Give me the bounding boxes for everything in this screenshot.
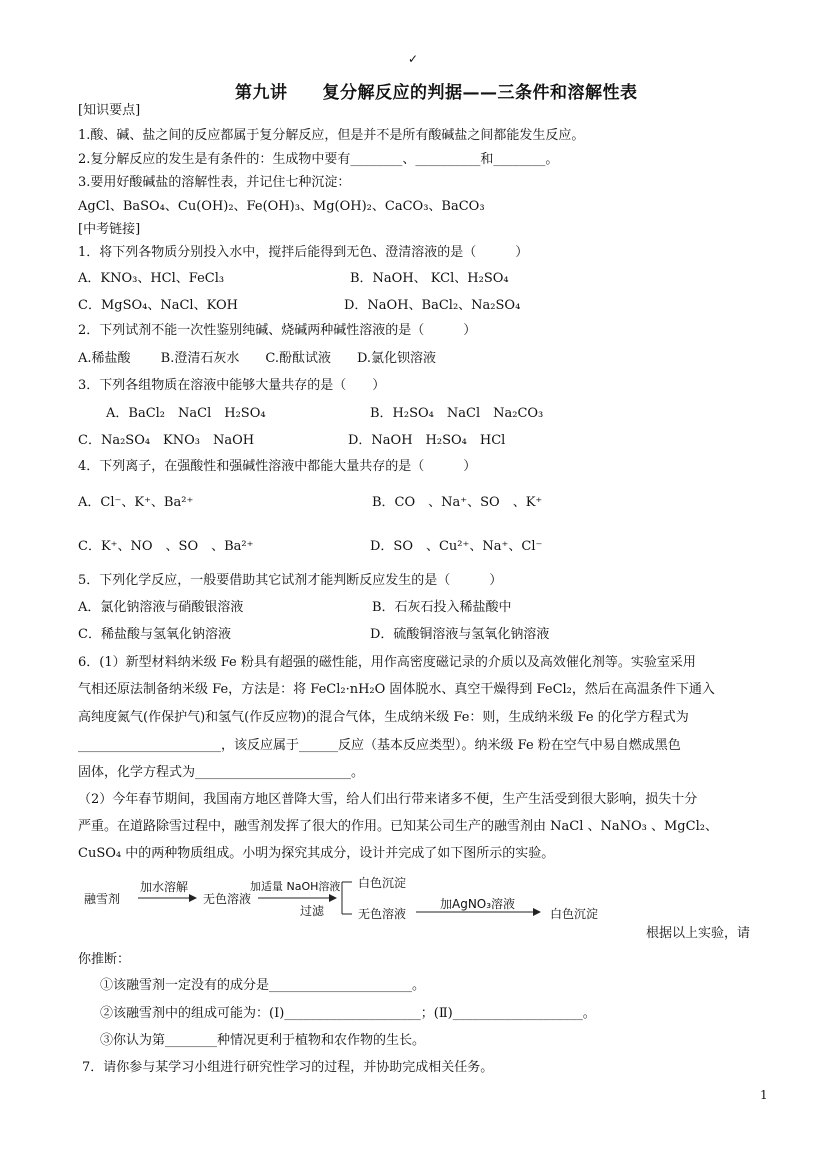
q3-option-d: D．NaOH H₂SO₄ HCl bbox=[348, 433, 506, 448]
flow-mid: 无色溶液 bbox=[203, 892, 252, 906]
check-mark: ✓ bbox=[408, 52, 419, 66]
flow-step-2b: 过滤 bbox=[300, 904, 325, 918]
page-number: 1 bbox=[760, 1088, 768, 1102]
q1-option-c: C．MgSO₄、NaCl、KOH bbox=[78, 298, 238, 313]
q6-sub-1: ①该融雪剂一定没有的成分是______________________。 bbox=[100, 978, 426, 993]
q1-option-a: A．KNO₃、HCl、FeCl₃ bbox=[78, 271, 225, 286]
q4-option-a: A．Cl⁻、K⁺、Ba²⁺ bbox=[78, 495, 194, 510]
q5-option-d: D．硫酸铜溶液与氢氧化钠溶液 bbox=[370, 627, 550, 642]
flow-branch-1: 白色沉淀 bbox=[358, 876, 407, 890]
q6-sub-2: ②该融雪剂中的组成可能为：(Ⅰ)_____________________；(Ⅱ)____________________。 bbox=[100, 1006, 596, 1021]
question-2: 2．下列试剂不能一次性鉴别纯碱、烧碱两种碱性溶液的是（ ） bbox=[78, 323, 477, 338]
section-exam: [中考链接] bbox=[78, 222, 141, 237]
question-6-line-10: 你推断： bbox=[78, 952, 131, 967]
q2-options: A.稀盐酸 B.澄清石灰水 C.酚酞试液 D.氯化钡溶液 bbox=[78, 351, 437, 366]
question-3: 3．下列各组物质在溶液中能够大量共存的是（ ） bbox=[78, 378, 386, 393]
q4-option-c: C．K⁺、NO 、SO 、Ba²⁺ bbox=[78, 539, 254, 554]
q3-option-c: C．Na₂SO₄ KNO₃ NaOH bbox=[78, 433, 255, 448]
q6-sub-3: ③你认为第________种情况更利于植物和农作物的生长。 bbox=[100, 1033, 426, 1048]
page-title: 第九讲 复分解反应的判据——三条件和溶解性表 bbox=[235, 83, 638, 103]
question-7: 7．请你参与某学习小组进行研究性学习的过程，并协助完成相关任务。 bbox=[82, 1060, 494, 1075]
flow-start: 融雪剂 bbox=[84, 892, 121, 906]
q4-option-b: B．CO 、Na⁺、SO 、K⁺ bbox=[372, 495, 543, 510]
flow-step-1: 加水溶解 bbox=[140, 880, 189, 894]
q5-option-c: C．稀盐酸与氢氧化钠溶液 bbox=[78, 627, 231, 642]
question-5: 5．下列化学反应，一般要借助其它试剂才能判断反应发生的是（ ） bbox=[78, 573, 503, 588]
question-6-line-8: CuSO₄ 中的两种物质组成。小明为探究其成分，设计并完成了如下图所示的实验。 bbox=[78, 846, 555, 861]
flow-step-2: 加适量 NaOH溶液 bbox=[250, 880, 341, 893]
q5-option-a: A．氯化钠溶液与硝酸银溶液 bbox=[78, 600, 244, 615]
question-6-line-1: 6．(1）新型材料纳米级 Fe 粉具有超强的磁性能，用作高密度磁记录的介质以及高效催化剂等。实验室采用 bbox=[78, 655, 696, 670]
question-6-line-3: 高纯度氮气(作保护气)和氢气(作反应物)的混合气体，生成纳米级 Fe：则，生成纳米级 Fe 的化学方程式为 bbox=[78, 710, 689, 725]
q1-option-d: D．NaOH、BaCl₂、Na₂SO₄ bbox=[344, 298, 521, 313]
question-6-line-5: 固体，化学方程式为________________________。 bbox=[78, 765, 365, 780]
q4-option-d: D．SO 、Cu²⁺、Na⁺、Cl⁻ bbox=[370, 539, 543, 554]
knowledge-4: AgCl、BaSO₄、Cu(OH)₂、Fe(OH)₃、Mg(OH)₂、CaCO₃、BaCO₃ bbox=[78, 199, 485, 214]
q3-option-b: B．H₂SO₄ NaCl Na₂CO₃ bbox=[370, 406, 544, 421]
flow-branch-2: 无色溶液 bbox=[358, 907, 407, 921]
section-knowledge: [知识要点] bbox=[78, 103, 141, 118]
q3-option-a: A．BaCl₂ NaCl H₂SO₄ bbox=[106, 406, 266, 421]
question-4: 4．下列离子，在强酸性和强碱性溶液中都能大量共存的是（ ） bbox=[78, 459, 477, 474]
question-1: 1．将下列各物质分别投入水中，搅拌后能得到无色、澄清溶液的是（ ） bbox=[78, 245, 529, 260]
question-6-line-4: ______________________，该反应属于______反应（基本反应类型）。纳米级 Fe 粉在空气中易自燃成黑色 bbox=[78, 738, 681, 753]
flow-end: 白色沉淀 bbox=[550, 907, 599, 921]
q1-option-b: B．NaOH、 KCl、H₂SO₄ bbox=[350, 271, 509, 286]
question-6-line-2: 气相还原法制备纳米级 Fe，方法是：将 FeCl₂·nH₂O 固体脱水、真空干燥得到 FeCl₂，然后在高温条件下通入 bbox=[78, 682, 715, 697]
knowledge-2: 2.复分解反应的发生是有条件的：生成物中要有________、__________和________。 bbox=[78, 152, 559, 167]
question-6-line-9: 根据以上实验，请 bbox=[646, 926, 751, 941]
knowledge-1: 1.酸、碱、盐之间的反应都属于复分解反应，但是并不是所有酸碱盐之间都能发生反应。 bbox=[78, 128, 585, 143]
question-6-line-6: （2）今年春节期间，我国南方地区普降大雪，给人们出行带来诸多不便，生产生活受到很大影响，损失十分 bbox=[78, 792, 698, 807]
question-6-line-7: 严重。在道路除雪过程中，融雪剂发挥了很大的作用。已知某公司生产的融雪剂由 NaCl 、NaNO₃ 、MgCl₂、 bbox=[78, 819, 718, 834]
flow-step-3: 加AgNO₃溶液 bbox=[440, 897, 516, 911]
q5-option-b: B．石灰石投入稀盐酸中 bbox=[372, 600, 512, 615]
knowledge-3: 3.要用好酸碱盐的溶解性表，并记住七种沉淀： bbox=[78, 175, 351, 190]
